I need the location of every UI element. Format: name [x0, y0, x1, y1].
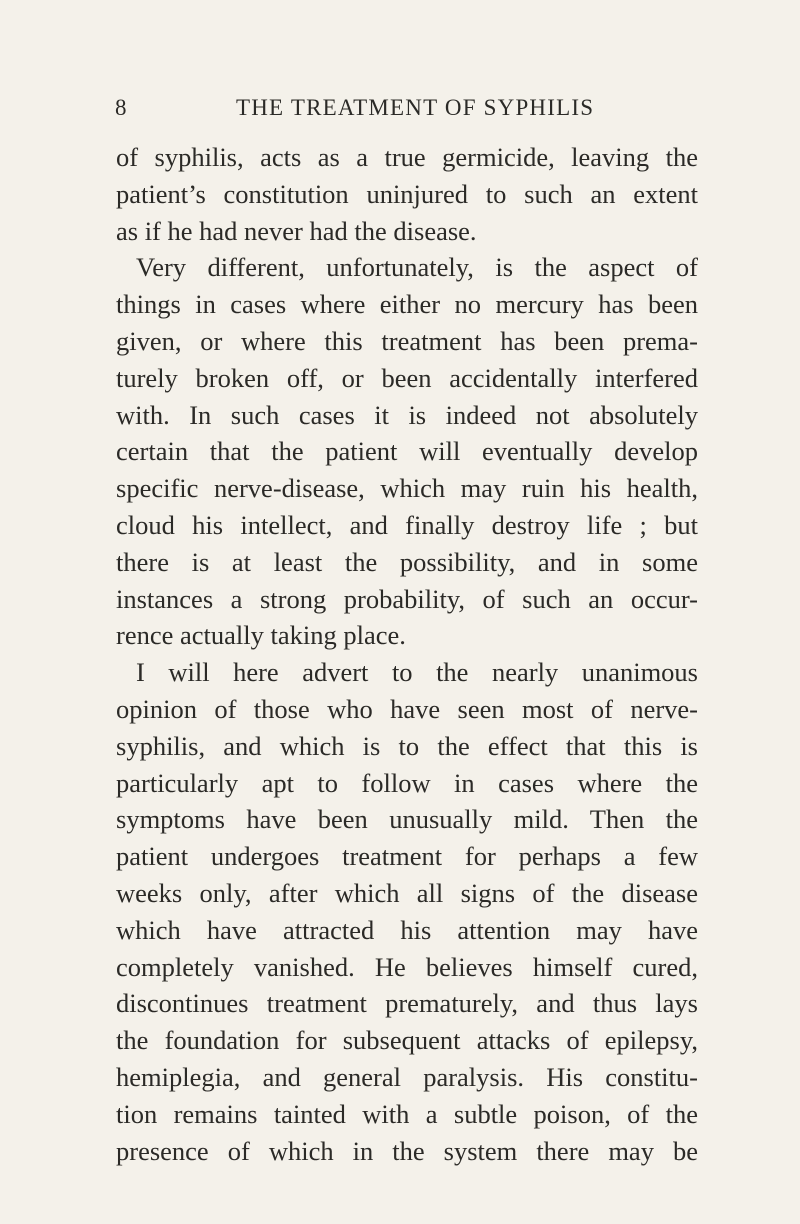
text-line: which have attracted his attention may have: [116, 914, 698, 945]
text-line: given, or where this treatment has been prema-: [116, 325, 698, 356]
text-line: instances a strong probability, of such an occur-: [116, 583, 698, 614]
text-line: things in cases where either no mercury has been: [116, 289, 698, 320]
text-line: with. In such cases it is indeed not absolutely: [116, 399, 698, 430]
page-number: 8: [115, 95, 127, 120]
text-line: certain that the patient will eventually develop: [116, 436, 698, 467]
text-line: as if he had never had the disease.: [116, 215, 477, 246]
text-line: the foundation for subsequent attacks of epilepsy,: [116, 1025, 698, 1056]
text-line: specific nerve-disease, which may ruin his health,: [116, 473, 698, 504]
body-text: [116, 139, 698, 1169]
text-line: rence actually taking place.: [116, 620, 406, 651]
text-line: presence of which in the system there may be: [116, 1135, 698, 1166]
text-line: patient’s constitution uninjured to such an extent: [116, 178, 698, 209]
page-header: [0, 95, 800, 135]
text-line: I will here advert to the nearly unanimous: [136, 657, 698, 688]
text-line: Very different, unfortunately, is the aspect of: [136, 252, 698, 283]
text-line: completely vanished. He believes himself cured,: [116, 951, 698, 982]
text-line: symptoms have been unusually mild. Then the: [116, 804, 698, 835]
text-line: weeks only, after which all signs of the disease: [116, 877, 698, 908]
running-head: THE TREATMENT OF SYPHILIS: [236, 95, 595, 120]
text-line: there is at least the possibility, and in some: [116, 546, 698, 577]
text-line: particularly apt to follow in cases where the: [116, 767, 698, 798]
text-line: discontinues treatment prematurely, and thus lays: [116, 988, 698, 1019]
text-line: patient undergoes treatment for perhaps a few: [116, 841, 698, 872]
text-line: cloud his intellect, and finally destroy life ; but: [116, 509, 698, 540]
text-line: syphilis, and which is to the effect that this is: [116, 730, 698, 761]
text-line: of syphilis, acts as a true germicide, leaving the: [116, 142, 698, 172]
text-line: hemiplegia, and general paralysis. His constitu-: [116, 1061, 698, 1092]
text-line: opinion of those who have seen most of nerve-: [116, 693, 698, 724]
text-line: turely broken off, or been accidentally interfered: [116, 362, 698, 393]
text-line: tion remains tainted with a subtle poison, of the: [116, 1098, 698, 1129]
